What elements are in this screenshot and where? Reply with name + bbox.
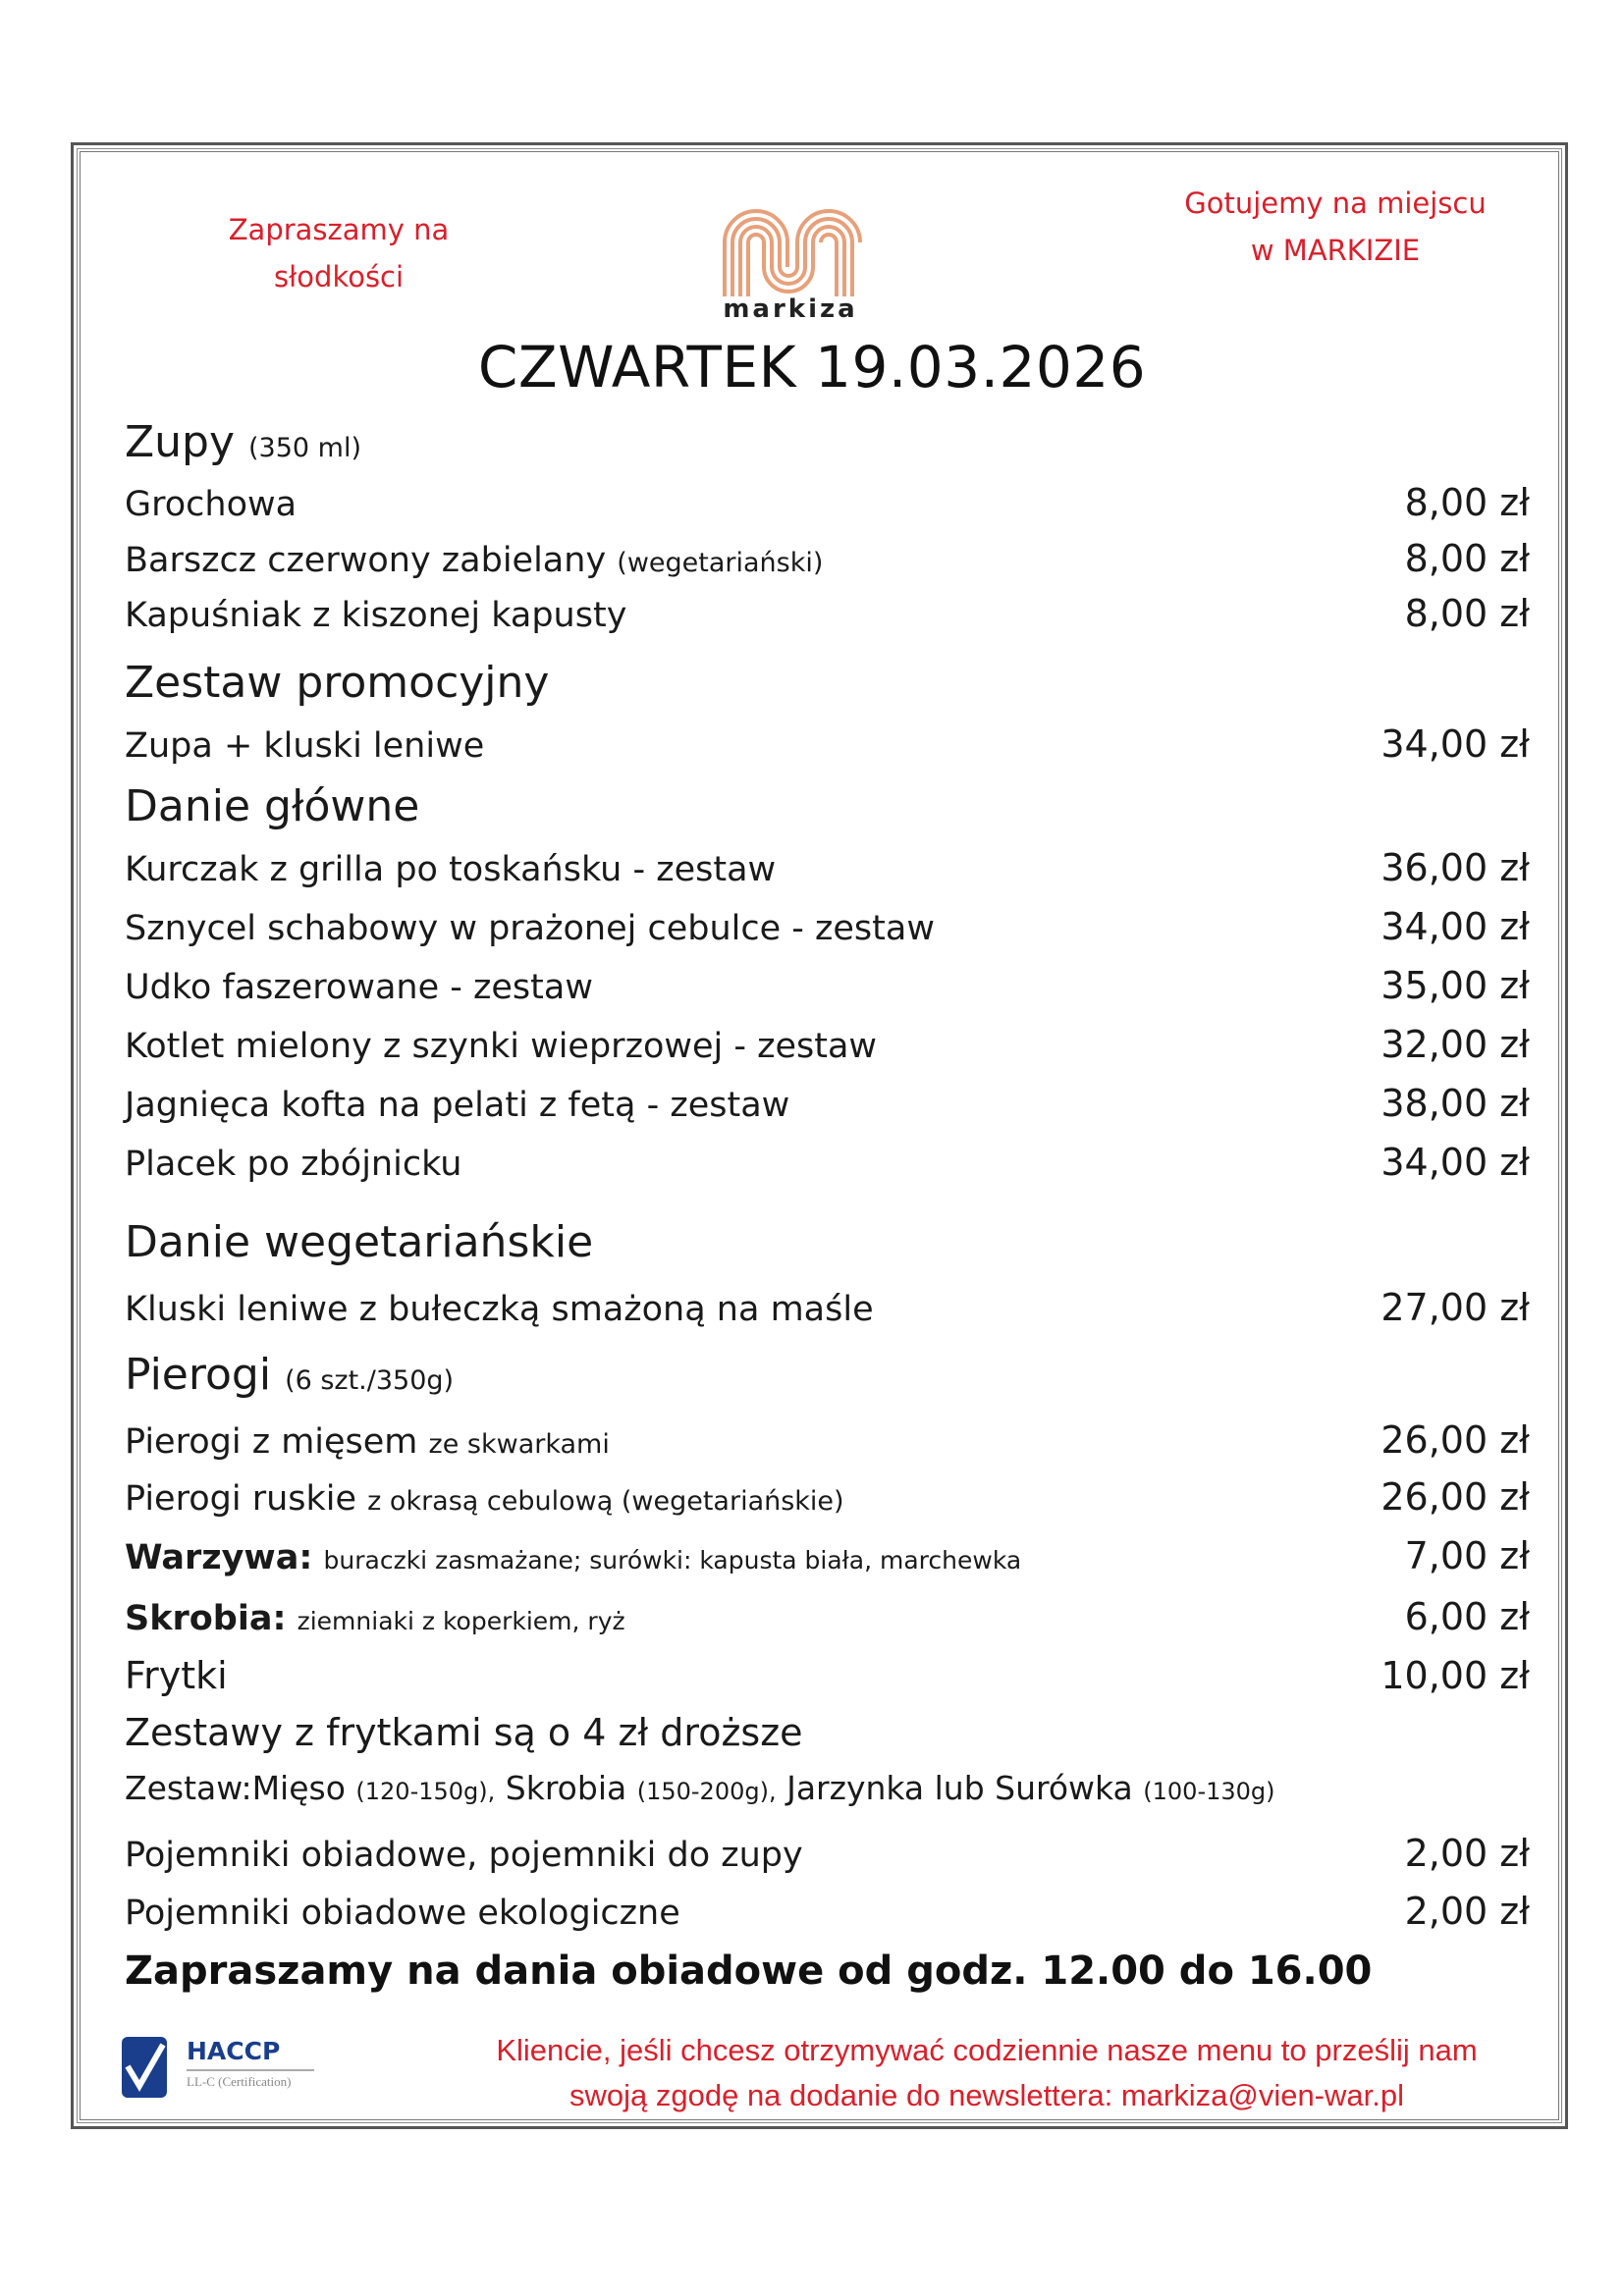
menu-item-container <box>125 1890 1530 1933</box>
menu-item <box>125 722 1530 766</box>
item-price: 8,00 zł <box>1404 592 1530 635</box>
section-title: Danie wegetariańskie <box>125 1217 594 1267</box>
item-price: 34,00 zł <box>1380 1141 1530 1184</box>
item-price: 8,00 zł <box>1404 481 1530 524</box>
item-price: 2,00 zł <box>1404 1832 1530 1875</box>
item-price: 34,00 zł <box>1380 722 1530 766</box>
sweets-invitation-line-2: słodkości <box>273 260 405 294</box>
menu-item <box>125 1286 1530 1329</box>
item-price: 10,00 zł <box>1380 1654 1530 1697</box>
section-vegetarian-heading <box>125 1217 1530 1267</box>
menu-item <box>125 1418 1530 1462</box>
item-price: 38,00 zł <box>1380 1082 1530 1125</box>
fries-surcharge-note: Zestawy z frytkami są o 4 zł droższe <box>125 1711 803 1754</box>
item-name: Jagnięca kofta na pelati z fetą - zestaw <box>125 1086 790 1125</box>
set-part: Zestaw:Mięso <box>125 1769 346 1807</box>
item-price: 32,00 zł <box>1380 1023 1530 1066</box>
section-title: Zestaw promocyjny <box>125 658 550 708</box>
menu-item-starch <box>125 1595 1530 1638</box>
menu-item-container <box>125 1832 1530 1875</box>
set-composition-note <box>125 1769 1275 1807</box>
menu-item-fries <box>125 1654 1530 1697</box>
logo-wordmark: markiza <box>723 294 858 324</box>
item-name: Pojemniki obiadowe, pojemniki do zupy <box>125 1836 803 1875</box>
menu-item <box>125 1082 1530 1125</box>
section-title: Zupy <box>125 417 235 467</box>
item-price: 35,00 zł <box>1380 964 1530 1007</box>
menu-item <box>125 592 1530 635</box>
item-name: Zupa + kluski leniwe <box>125 726 485 766</box>
item-name: Placek po zbójnicku <box>125 1145 462 1184</box>
section-pierogi-heading <box>125 1350 1530 1400</box>
item-name: Sznycel schabowy w prażonej cebulce - zestaw <box>125 909 935 948</box>
checkmark-icon <box>122 2037 167 2098</box>
cooking-note-line-1: Gotujemy na miejscu <box>1184 187 1487 220</box>
section-note: (6 szt./350g) <box>285 1365 455 1396</box>
item-note: ze skwarkami <box>428 1429 610 1460</box>
haccp-title: HACCP <box>187 2037 281 2065</box>
item-name: Kluski leniwe z bułeczką smażoną na maśle <box>125 1290 874 1329</box>
item-name: Kurczak z grilla po toskańsku - zestaw <box>125 850 777 889</box>
item-label: Warzywa: <box>125 1538 313 1577</box>
item-name: Barszcz czerwony zabielany <box>125 541 607 580</box>
item-name: Grochowa <box>125 485 298 524</box>
section-title: Danie główne <box>125 781 420 831</box>
item-note: buraczki zasmażane; surówki: kapusta biała, marchewka <box>323 1546 1022 1575</box>
item-price: 6,00 zł <box>1404 1595 1530 1638</box>
item-label: Skrobia: <box>125 1599 287 1638</box>
item-price: 26,00 zł <box>1380 1475 1530 1519</box>
haccp-divider <box>187 2069 314 2071</box>
menu-item <box>125 1141 1530 1184</box>
sweets-invitation-line-1: Zapraszamy na <box>228 213 450 246</box>
menu-item <box>125 1023 1530 1066</box>
item-price: 7,00 zł <box>1404 1534 1530 1577</box>
newsletter-line-1: Kliencie, jeśli chcesz otrzymywać codziennie nasze menu to prześlij nam <box>496 2033 1478 2067</box>
cooking-note-line-2: w MARKIZIE <box>1250 234 1421 267</box>
cooking-on-site-note <box>1159 180 1512 274</box>
menu-item <box>125 481 1530 524</box>
section-soups-heading <box>125 417 1530 467</box>
item-note: (wegetariański) <box>617 548 824 578</box>
item-price: 26,00 zł <box>1380 1418 1530 1462</box>
item-note: ziemniaki z koperkiem, ryż <box>297 1607 625 1635</box>
item-name: Pojemniki obiadowe ekologiczne <box>125 1894 680 1933</box>
item-price: 8,00 zł <box>1404 537 1530 580</box>
menu-item <box>125 537 1530 580</box>
menu-item <box>125 905 1530 948</box>
sweets-invitation <box>206 206 471 300</box>
item-price: 27,00 zł <box>1380 1286 1530 1329</box>
item-price: 2,00 zł <box>1404 1890 1530 1933</box>
item-name: Pierogi z mięsem <box>125 1422 418 1462</box>
set-part: Skrobia <box>505 1769 627 1807</box>
menu-item <box>125 846 1530 889</box>
item-label: Frytki <box>125 1654 228 1697</box>
set-part-weight: (150-200g), <box>636 1778 777 1805</box>
item-name: Kapuśniak z kiszonej kapusty <box>125 596 627 635</box>
set-part-weight: (120-150g), <box>355 1778 496 1805</box>
set-part-weight: (100-130g) <box>1143 1778 1275 1805</box>
menu-item <box>125 1475 1530 1519</box>
haccp-subtitle: LL-C (Certification) <box>187 2074 292 2089</box>
item-name: Pierogi ruskie <box>125 1479 357 1519</box>
section-promo-heading <box>125 658 1530 708</box>
section-note: (350 ml) <box>248 433 361 463</box>
item-price: 36,00 zł <box>1380 846 1530 889</box>
section-mains-heading <box>125 781 1530 831</box>
menu-item-vegetables <box>125 1534 1530 1577</box>
item-note: z okrasą cebulową (wegetariańskie) <box>367 1486 844 1517</box>
item-name: Udko faszerowane - zestaw <box>125 968 593 1007</box>
set-part: Jarzynka lub Surówka <box>786 1769 1133 1807</box>
item-name: Kotlet mielony z szynki wieprzowej - zestaw <box>125 1027 878 1066</box>
item-price: 34,00 zł <box>1380 905 1530 948</box>
haccp-badge <box>122 2037 318 2098</box>
newsletter-invitation <box>442 2028 1532 2118</box>
newsletter-line-2: swoją zgodę na dodanie do newslettera: markiza@vien-war.pl <box>569 2078 1404 2112</box>
lunch-hours: Zapraszamy na dania obiadowe od godz. 12.00 do 16.00 <box>125 1949 1373 1994</box>
menu-date-title: CZWARTEK 19.03.2026 <box>477 334 1147 400</box>
menu-item <box>125 964 1530 1007</box>
section-title: Pierogi <box>125 1350 272 1400</box>
